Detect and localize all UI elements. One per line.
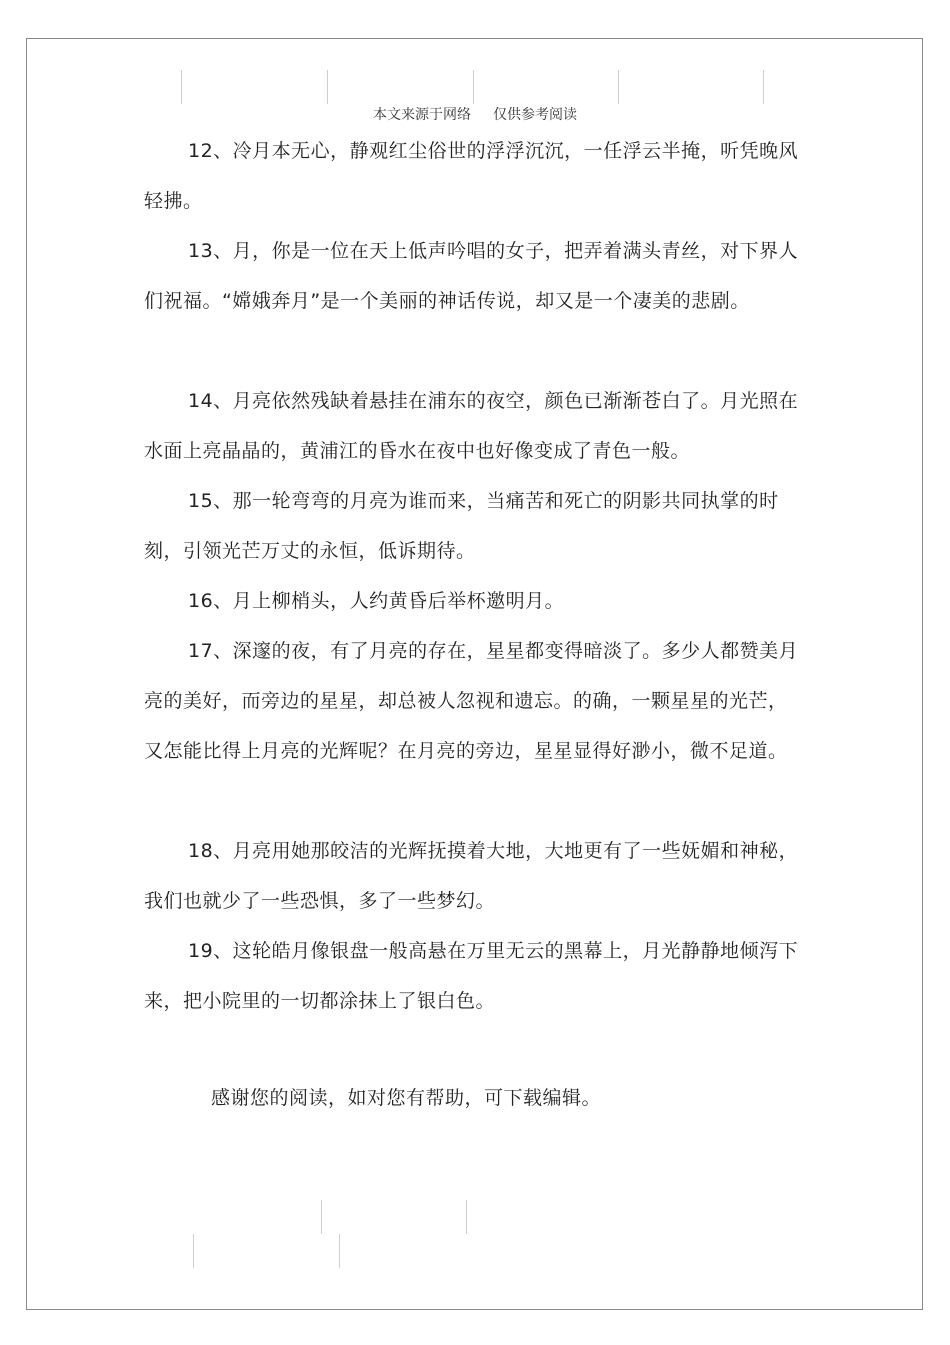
header-divider [618, 70, 619, 104]
header-divider [763, 70, 764, 104]
header-note [0, 104, 950, 124]
footer-divider [466, 1200, 467, 1234]
paragraph-12: 12、冷月本无心，静观红尘俗世的浮浮沉沉，一任浮云半掩，听凭晚风轻拂。 [144, 140, 799, 212]
paragraph-13: 13、月，你是一位在天上低声吟唱的女子，把弄着满头青丝，对下界人们祝福。“嫦娥奔月”是一个美丽的神话传说，却又是一个凄美的悲剧。 [144, 240, 799, 312]
footer-divider [321, 1200, 322, 1234]
header-divider [473, 70, 474, 104]
paragraph-15: 15、那一轮弯弯的月亮为谁而来，当痛苦和死亡的阴影共同执掌的时刻，引领光芒万丈的永恒，低诉期待。 [144, 490, 779, 562]
paragraph-14: 14、月亮依然残缺着悬挂在浦东的夜空，颜色已渐渐苍白了。月光照在水面上亮晶晶的，黄浦江的昏水在夜中也好像变成了青色一般。 [144, 390, 799, 462]
paragraph-17: 17、深邃的夜，有了月亮的存在，星星都变得暗淡了。多少人都赞美月亮的美好，而旁边的星星，却总被人忽视和遗忘。的确，一颗星星的光芒，又怎能比得上月亮的光辉呢？在月亮的旁边，星星显得好渺小，微不足道。 [144, 640, 799, 762]
header-divider [327, 70, 328, 104]
paragraph-19: 19、这轮皓月像银盘一般高悬在万里无云的黑幕上，月光静静地倾泻下来，把小院里的一切都涂抹上了银白色。 [144, 940, 799, 1012]
footer-divider [339, 1234, 340, 1268]
paragraph-18: 18、月亮用她那皎洁的光辉抚摸着大地，大地更有了一些妩媚和神秘，我们也就少了一些恐惧，多了一些梦幻。 [144, 840, 799, 912]
closing-note: 感谢您的阅读，如对您有帮助，可下载编辑。 [211, 1087, 602, 1109]
header-divider [181, 70, 182, 104]
header-source: 本文来源于网络 [373, 107, 471, 123]
footer-divider [193, 1234, 194, 1268]
header-note-text: 仅供参考阅读 [493, 107, 577, 123]
paragraph-16: 16、月上柳梢头，人约黄昏后举杯邀明月。 [188, 590, 565, 612]
